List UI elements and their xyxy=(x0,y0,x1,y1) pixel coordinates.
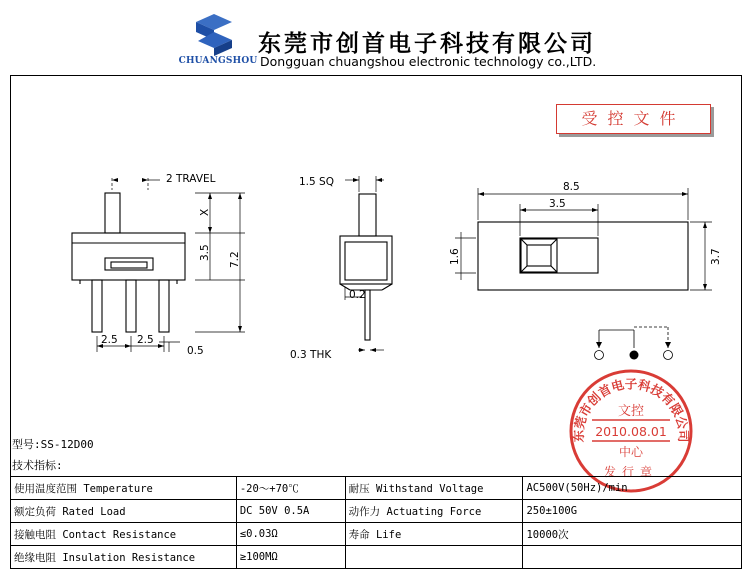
label-travel: 2 TRAVEL xyxy=(166,173,216,185)
spec-label: 额定负荷 Rated Load xyxy=(11,500,237,523)
spec-value: ≤0.03Ω xyxy=(236,523,345,546)
spec-value: 10000次 xyxy=(523,523,742,546)
label-1-6: 1.6 xyxy=(449,248,461,265)
spec-value: -20～+70℃ xyxy=(236,477,345,500)
label-1-5-sq: 1.5 SQ xyxy=(299,176,334,188)
spec-value: AC500V(50Hz)/min xyxy=(523,477,742,500)
tech-spec-title: 技术指标: xyxy=(12,459,63,472)
label-3-7: 3.7 xyxy=(710,248,722,265)
spec-value: 250±100G xyxy=(523,500,742,523)
seal-arc-text: 东莞市创首电子科技有限公司 xyxy=(570,376,692,443)
spec-value: ≥100MΩ xyxy=(236,546,345,569)
spec-table xyxy=(10,476,742,569)
table-row xyxy=(11,500,742,523)
label-0-2: 0.2 xyxy=(349,289,366,301)
label-3-5-top: 3.5 xyxy=(549,198,566,210)
seal-bottom: 发行章 xyxy=(603,465,659,479)
seal-dept: 文控 xyxy=(617,404,645,419)
label-pitch-2: 2.5 xyxy=(137,334,154,346)
table-row xyxy=(11,546,742,569)
spec-label: 接触电阻 Contact Resistance xyxy=(11,523,237,546)
label-dim-3-5: 3.5 xyxy=(199,244,211,261)
label-pitch-1: 2.5 xyxy=(101,334,118,346)
table-row xyxy=(11,523,742,546)
seal-center: 中心 xyxy=(618,445,644,459)
spec-label: 绝缘电阻 Insulation Resistance xyxy=(11,546,237,569)
label-dim-7-2: 7.2 xyxy=(229,251,241,268)
label-8-5: 8.5 xyxy=(563,181,580,193)
label-x: X xyxy=(199,208,211,216)
spec-label: 寿命 Life xyxy=(345,523,523,546)
logo-wordmark: CHUANGSHOU xyxy=(178,56,258,66)
spec-value: DC 50V 0.5A xyxy=(236,500,345,523)
model-number: 型号:SS-12D00 xyxy=(12,438,94,451)
label-0-3-thk: 0.3 THK xyxy=(290,349,332,361)
spec-label xyxy=(345,546,523,569)
spec-label: 使用温度范围 Temperature xyxy=(11,477,237,500)
spec-label: 动作力 Actuating Force xyxy=(345,500,523,523)
company-name-en: Dongguan chuangshou electronic technology co.,LTD. xyxy=(260,54,597,69)
table-row xyxy=(11,477,742,500)
company-name-cn: 东莞市创首电子科技有限公司 xyxy=(258,31,596,57)
seal-date: 2010.08.01 xyxy=(595,424,667,439)
spec-value xyxy=(523,546,742,569)
label-pin-0-5: 0.5 xyxy=(187,345,204,357)
spec-label: 耐压 Withstand Voltage xyxy=(345,477,523,500)
controlled-document-stamp: 受控文件 xyxy=(556,104,711,134)
